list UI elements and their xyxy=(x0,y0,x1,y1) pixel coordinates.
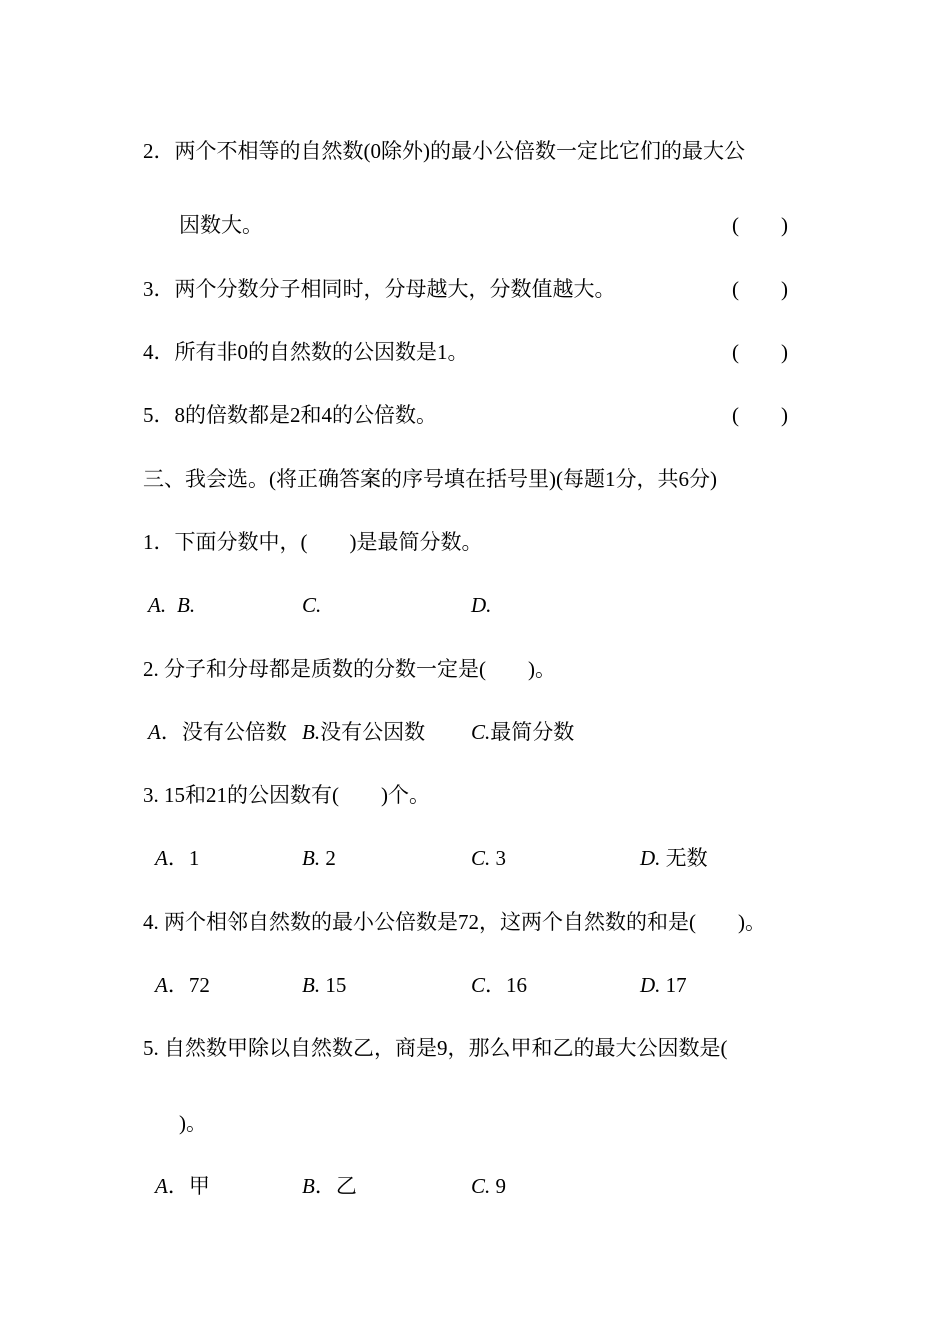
option-letter: B. xyxy=(302,846,321,870)
choice-q3-option-a xyxy=(155,843,199,873)
choice-q5-option-b xyxy=(302,1171,357,1201)
option-letter: C. xyxy=(471,846,491,870)
option-text: 最简分数 xyxy=(490,720,575,744)
option-letter: B xyxy=(302,1174,315,1198)
judge-q5-answer-blank: ( ) xyxy=(732,403,788,427)
option-text: ．乙 xyxy=(314,1174,357,1198)
choice-q2-option-c xyxy=(471,717,574,747)
option-letter: D. xyxy=(640,846,661,870)
choice-q2-option-b xyxy=(302,717,425,747)
choice-q3-option-c xyxy=(471,843,506,873)
choice-q3-stem: 3. 15和21的公因数有( )个。 xyxy=(143,783,430,807)
option-letter: B. xyxy=(177,593,196,617)
option-text: ．甲 xyxy=(167,1174,210,1198)
option-letter: A xyxy=(148,720,161,744)
choice-q2-option-a xyxy=(148,717,287,747)
option-letter: B. xyxy=(302,720,321,744)
option-text: 9 xyxy=(495,1174,507,1198)
choice-q5-option-a xyxy=(155,1171,210,1201)
option-text: ．1 xyxy=(167,846,200,870)
option-text: 3 xyxy=(495,846,507,870)
option-letter: A xyxy=(155,973,168,997)
choice-q1-option-a xyxy=(148,590,166,620)
judge-q5: 5．8的倍数都是2和4的公倍数。 xyxy=(143,403,437,427)
option-letter: D. xyxy=(640,973,661,997)
choice-q4-option-d xyxy=(640,970,687,1000)
choice-q1-stem: 1．下面分数中，( )是最简分数。 xyxy=(143,530,483,554)
option-text: 2 xyxy=(325,846,336,870)
option-letter: C xyxy=(471,973,486,997)
section-heading: 三、我会选。(将正确答案的序号填在括号里)(每题1分，共6分) xyxy=(143,467,717,491)
choice-q1-option-d xyxy=(471,590,491,620)
choice-q4-option-b xyxy=(302,970,346,1000)
judge-q3-answer-blank: ( ) xyxy=(732,277,788,301)
choice-q5-stem-line1: 5. 自然数甲除以自然数乙，商是9，那么甲和乙的最大公因数是( xyxy=(143,1036,728,1060)
option-letter: A. xyxy=(148,593,167,617)
judge-q2-line1: 2．两个不相等的自然数(0除外)的最小公倍数一定比它们的最大公 xyxy=(143,139,745,163)
choice-q3-option-d xyxy=(640,843,708,873)
option-letter: C. xyxy=(471,720,491,744)
choice-q4-option-a xyxy=(155,970,210,1000)
option-text: 17 xyxy=(665,973,687,997)
choice-q5-stem-line2: )。 xyxy=(179,1111,207,1135)
option-letter: C. xyxy=(302,593,322,617)
choice-q1-option-c xyxy=(302,590,321,620)
option-text: 15 xyxy=(325,973,347,997)
option-text: ．72 xyxy=(167,973,210,997)
option-text: ．16 xyxy=(485,973,528,997)
option-text: 没有公因数 xyxy=(320,720,426,744)
judge-q2-answer-blank: ( ) xyxy=(732,213,788,237)
judge-q2-line2: 因数大。 xyxy=(179,213,263,237)
judge-q4-answer-blank: ( ) xyxy=(732,340,788,364)
judge-q4: 4．所有非0的自然数的公因数是1。 xyxy=(143,340,469,364)
option-text: 无数 xyxy=(665,846,708,870)
option-text: ．没有公倍数 xyxy=(160,720,287,744)
choice-q4-option-c xyxy=(471,970,527,1000)
option-letter: A xyxy=(155,846,168,870)
option-letter: B. xyxy=(302,973,321,997)
choice-q2-stem: 2. 分子和分母都是质数的分数一定是( )。 xyxy=(143,657,556,681)
choice-q1-option-b xyxy=(177,590,195,620)
option-letter: A xyxy=(155,1174,168,1198)
choice-q4-stem: 4. 两个相邻自然数的最小公倍数是72，这两个自然数的和是( )。 xyxy=(143,910,766,934)
option-letter: C. xyxy=(471,1174,491,1198)
choice-q3-option-b xyxy=(302,843,336,873)
choice-q5-option-c xyxy=(471,1171,506,1201)
option-letter: D. xyxy=(471,593,492,617)
judge-q3: 3．两个分数分子相同时，分母越大，分数值越大。 xyxy=(143,277,616,301)
